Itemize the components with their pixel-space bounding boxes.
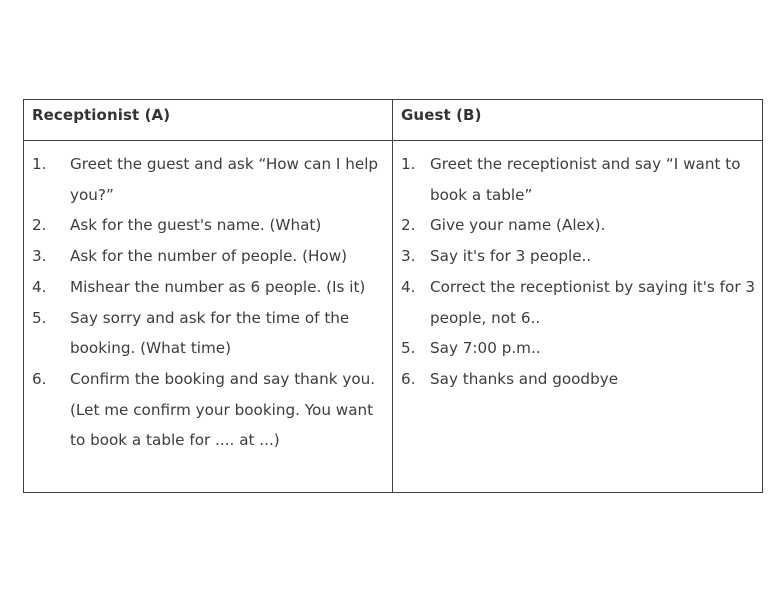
receptionist-header: Receptionist (A) (24, 100, 393, 141)
receptionist-step-6 (24, 364, 392, 456)
guest-header: Guest (B) (393, 100, 763, 141)
step-text: Ask for the number of people. (How) (70, 247, 348, 266)
step-text: Say it's for 3 people.. (430, 247, 592, 266)
guest-cell (393, 141, 763, 493)
guest-step-2 (393, 210, 762, 241)
step-number: 4. (32, 277, 47, 296)
step-number: 6. (32, 369, 47, 388)
step-number: 5. (32, 308, 47, 327)
receptionist-step-3 (24, 241, 392, 272)
step-text: Greet the receptionist and say “I want to book a table” (430, 155, 741, 204)
step-text: Say sorry and ask for the time of the booking. (What time) (70, 308, 350, 358)
step-text: Correct the receptionist by saying it's for 3 people, not 6.. (430, 277, 756, 327)
step-number: 2. (401, 216, 416, 235)
guest-step-5 (393, 333, 762, 364)
guest-steps-list (393, 149, 762, 395)
step-text: Say 7:00 p.m.. (430, 339, 541, 358)
step-text: Say thanks and goodbye (430, 369, 619, 388)
guest-step-1 (393, 149, 762, 210)
step-number: 2. (32, 216, 47, 235)
receptionist-step-5 (24, 303, 392, 364)
step-number: 1. (32, 155, 47, 173)
step-text: Mishear the number as 6 people. (Is it) (70, 277, 366, 296)
guest-step-3 (393, 241, 762, 272)
step-number: 3. (32, 247, 47, 266)
step-number: 4. (401, 277, 416, 296)
receptionist-cell (24, 141, 393, 493)
step-number: 6. (401, 369, 416, 388)
step-number: 5. (401, 339, 416, 358)
guest-step-6 (393, 364, 762, 395)
receptionist-step-1 (24, 149, 392, 210)
step-number: 3. (401, 247, 416, 266)
step-text: Confirm the booking and say thank you. (Let me confirm your booking. You want to book a table for .... at ...) (70, 369, 376, 450)
receptionist-step-4 (24, 272, 392, 303)
steps-row (24, 141, 763, 493)
role-play-table (23, 99, 763, 493)
header-row (24, 100, 763, 141)
receptionist-step-2 (24, 210, 392, 241)
step-text: Greet the guest and ask “How can I help you?” (70, 155, 379, 204)
guest-step-4 (393, 272, 762, 333)
receptionist-steps-list (24, 149, 392, 456)
step-number: 1. (401, 155, 416, 173)
step-text: Ask for the guest's name. (What) (70, 216, 322, 235)
step-text: Give your name (Alex). (430, 216, 606, 235)
